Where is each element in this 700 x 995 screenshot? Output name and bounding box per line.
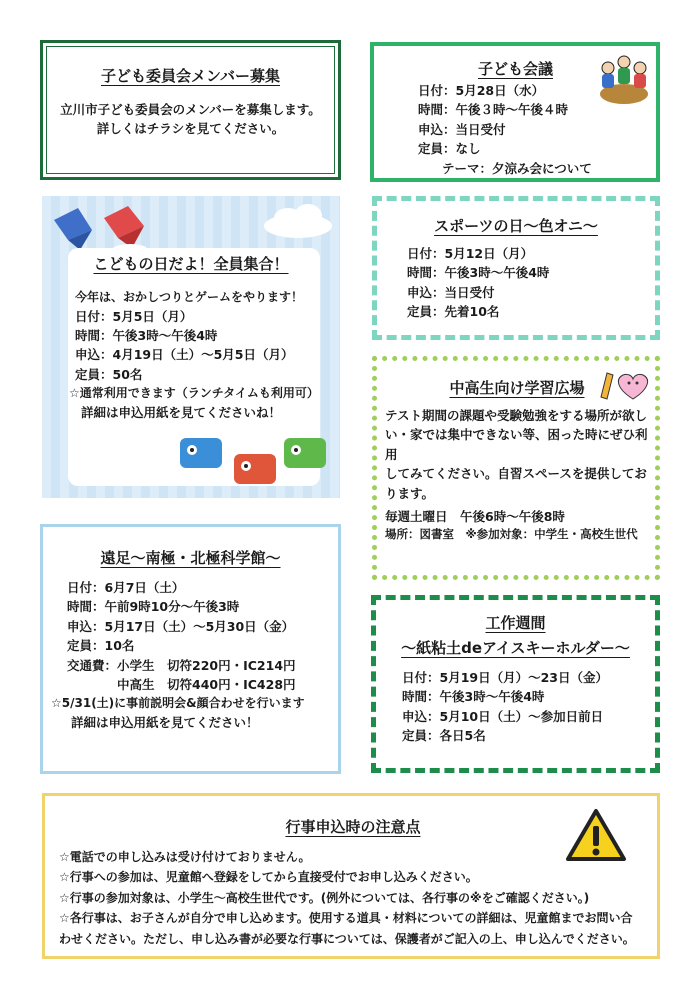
ensoku-line: 申込：5月17日（土）～5月30日（金） — [67, 618, 295, 634]
kodomo-kaigi-panel — [370, 42, 660, 182]
kodomo-kaigi-date: 日付：5月28日（水） — [418, 83, 545, 98]
notes-title: 行事申込時の注意点 — [285, 818, 421, 836]
study-space-line: い・家では集中できない等、困った時にぜひ利用 — [385, 427, 648, 462]
kodomo-no-hi-title: こどもの日だよ！全員集合！ — [93, 255, 289, 273]
kodomo-no-hi-line: 時間：午後3時～午後4時 — [75, 327, 218, 343]
notes-line: ☆行事への参加は、児童館へ登録をしてから直接受付でお申し込みください。 — [59, 870, 478, 885]
kodomo-kaigi-title: 子ども会議 — [478, 60, 554, 78]
notes-line: ☆行事の参加対象は、小学生～高校生世代です。(例外については、各行事の※をご確認ください。) — [59, 890, 590, 905]
member-recruit-line: 詳しくはチラシを見てください。 — [96, 121, 285, 137]
member-recruit-panel — [40, 40, 341, 180]
kosaku-title-2: ～紙粘土deアイスキーホルダー～ — [401, 639, 630, 657]
study-space-line: してみてください。自習スペースを提供してお — [385, 466, 647, 482]
ensoku-panel — [40, 524, 341, 774]
kodomo-no-hi-panel — [42, 196, 340, 498]
ensoku-line: 時間：午前9時10分～午後3時 — [67, 599, 240, 615]
ensoku-line: ☆5/31(土)に事前説明会&顔合わせを行います — [51, 696, 305, 711]
study-space-line: テスト期間の課題や受験勉強をする場所が欲し — [385, 408, 648, 423]
sports-day-line: 時間：午後3時～午後4時 — [407, 265, 550, 281]
kodomo-no-hi-line: 定員：50名 — [75, 366, 143, 382]
notes-line: わせください。ただし、申し込み書が必要な行事については、保護者がご記入の上、申し込んでください。 — [59, 931, 635, 946]
ensoku-title: 遠足～南極・北極科学館～ — [100, 549, 281, 567]
koinobori-icon — [180, 434, 330, 492]
meeting-people-icon — [596, 52, 652, 108]
sports-day-line: 申込：当日受付 — [407, 284, 495, 300]
kodomo-kaigi-apply: 申込：当日受付 — [418, 121, 506, 137]
kosaku-line: 時間：午後3時～午後4時 — [402, 689, 545, 705]
study-space-panel — [372, 356, 660, 580]
ensoku-line: 日付：6月7日（土） — [67, 580, 185, 595]
kosaku-title-1: 工作週間 — [485, 614, 546, 632]
sports-day-line: 定員：先着10名 — [407, 304, 500, 320]
kodomo-kaigi-capacity: 定員：なし — [418, 141, 481, 157]
cloud-icon — [260, 200, 336, 240]
kodomo-kaigi-time: 時間：午後３時～午後４時 — [418, 102, 569, 118]
sports-day-line: 日付：5月12日（月） — [407, 246, 534, 261]
kosaku-line: 定員：各日5名 — [402, 728, 486, 744]
notes-line: ☆電話での申し込みは受け付けておりません。 — [59, 850, 311, 864]
ensoku-line: 交通費：小学生 切符220円・IC214円 — [67, 657, 296, 673]
kodomo-no-hi-line: 日付：5月5日（月） — [75, 308, 193, 324]
ensoku-line: 中高生 切符440円・IC428円 — [67, 676, 296, 692]
sports-day-title: スポーツの日～色オニ～ — [434, 217, 598, 235]
kosaku-panel — [371, 595, 660, 773]
kodomo-no-hi-line: 今年は、おかしつりとゲームをやります！ — [75, 290, 304, 304]
study-space-place: 場所：図書室 ※参加対象：中学生・高校生世代 — [385, 527, 638, 542]
notes-panel — [42, 793, 660, 959]
sports-day-panel — [372, 196, 660, 340]
kodomo-kaigi-theme: テーマ：夕涼み会について — [442, 160, 592, 176]
member-recruit-line: 立川市子ども委員会のメンバーを募集します。 — [60, 102, 321, 117]
kodomo-no-hi-line: 申込：4月19日（土）～5月5日（月） — [75, 347, 294, 363]
kodomo-no-hi-line: 詳細は申込用紙を見てくださいね！ — [81, 404, 282, 420]
pencil-heart-icon — [599, 367, 651, 403]
warning-sign-icon — [565, 808, 627, 862]
notes-line: ☆各行事は、お子さんが自分で申し込めます。使用する道具・材料についての詳細は、児童館までお問い合 — [59, 911, 633, 926]
member-recruit-title: 子ども委員会メンバー募集 — [101, 67, 280, 85]
ensoku-line: 定員：10名 — [67, 638, 135, 654]
kodomo-no-hi-line: ☆通常利用できます（ランチタイムも利用可） — [69, 386, 319, 401]
study-space-title: 中高生向け学習広場 — [449, 379, 585, 397]
kosaku-line: 日付：5月19日（月）～23日（金） — [402, 670, 608, 685]
ensoku-line: 詳細は申込用紙を見てください！ — [71, 714, 259, 730]
study-space-schedule: 毎週土曜日 午後6時～午後8時 — [385, 508, 565, 524]
study-space-line: ります。 — [385, 485, 435, 501]
kosaku-line: 申込：5月10日（土）～参加日前日 — [402, 708, 604, 724]
